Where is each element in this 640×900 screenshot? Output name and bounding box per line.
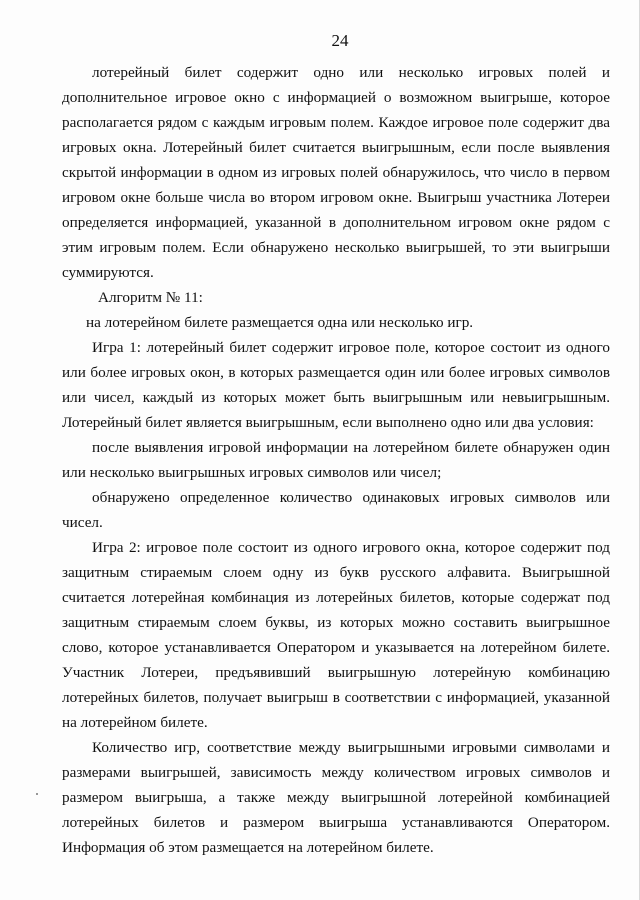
- paragraph-algorithm-intro: на лотерейном билете размещается одна или несколько игр.: [86, 314, 474, 331]
- document-body: [62, 60, 610, 860]
- paragraph-algorithm-heading: Алгоритм № 11:: [98, 289, 203, 306]
- scan-speck: [36, 793, 38, 795]
- paragraph-continuation: лотерейный билет содержит одно или несколько игровых полей и дополнительное игровое окно с информацией о возможном выигрыше, которое располагается рядом с каждым игровым полем. Каждое игровое поле содержит два игровых окна. Лотерейный билет считается выигрышным, если после выявления скрытой информации в одном из игровых полей обнаружилось, что число в первом игровом окне больше числа во втором игровом окне. Выигрыш участника Лотереи определяется информацией, указанной в дополнительном игровом окне рядом с этим игровым полем. Если обнаружено несколько выигрышей, то эти выигрыши суммируются.: [62, 64, 610, 281]
- page-number: 24: [331, 31, 349, 50]
- paragraph-game-2: Игра 2: игровое поле состоит из одного игрового окна, которое содержит под защитным стираемым слоем одну из букв русского алфавита. Выигрышной считается лотерейная комбинация из лотерейных билетов, которые содержат под защитным стираемым слоем буквы, из которых можно составить выигрышное слово, которое устанавливается Оператором и указывается на лотерейном билете. Участник Лотереи, предъявивший выигрышную лотерейную комбинацию лотерейных билетов, получает выигрыш в соответствии с информацией, указанной на лотерейном билете.: [62, 539, 610, 731]
- paragraph-summary: Количество игр, соответствие между выигрышными игровыми символами и размерами выигрышей, зависимость между количеством игровых символов и размером выигрыша, а также между выигрышной лотерейной комбинацией лотерейных билетов и размером выигрыша устанавливаются Оператором. Информация об этом размещается на лотерейном билете.: [62, 739, 610, 856]
- paragraph-game-1: Игра 1: лотерейный билет содержит игровое поле, которое состоит из одного или более игровых окон, в которых размещается один или более игровых символов или чисел, каждый из которых может быть выигрышным или невыигрышным. Лотерейный билет является выигрышным, если выполнено одно или два условия:: [62, 339, 610, 431]
- paragraph-condition-1: после выявления игровой информации на лотерейном билете обнаружен один или несколько выигрышных игровых символов или чисел;: [62, 439, 610, 481]
- paragraph-condition-2: обнаружено определенное количество одинаковых игровых символов или чисел.: [62, 489, 610, 531]
